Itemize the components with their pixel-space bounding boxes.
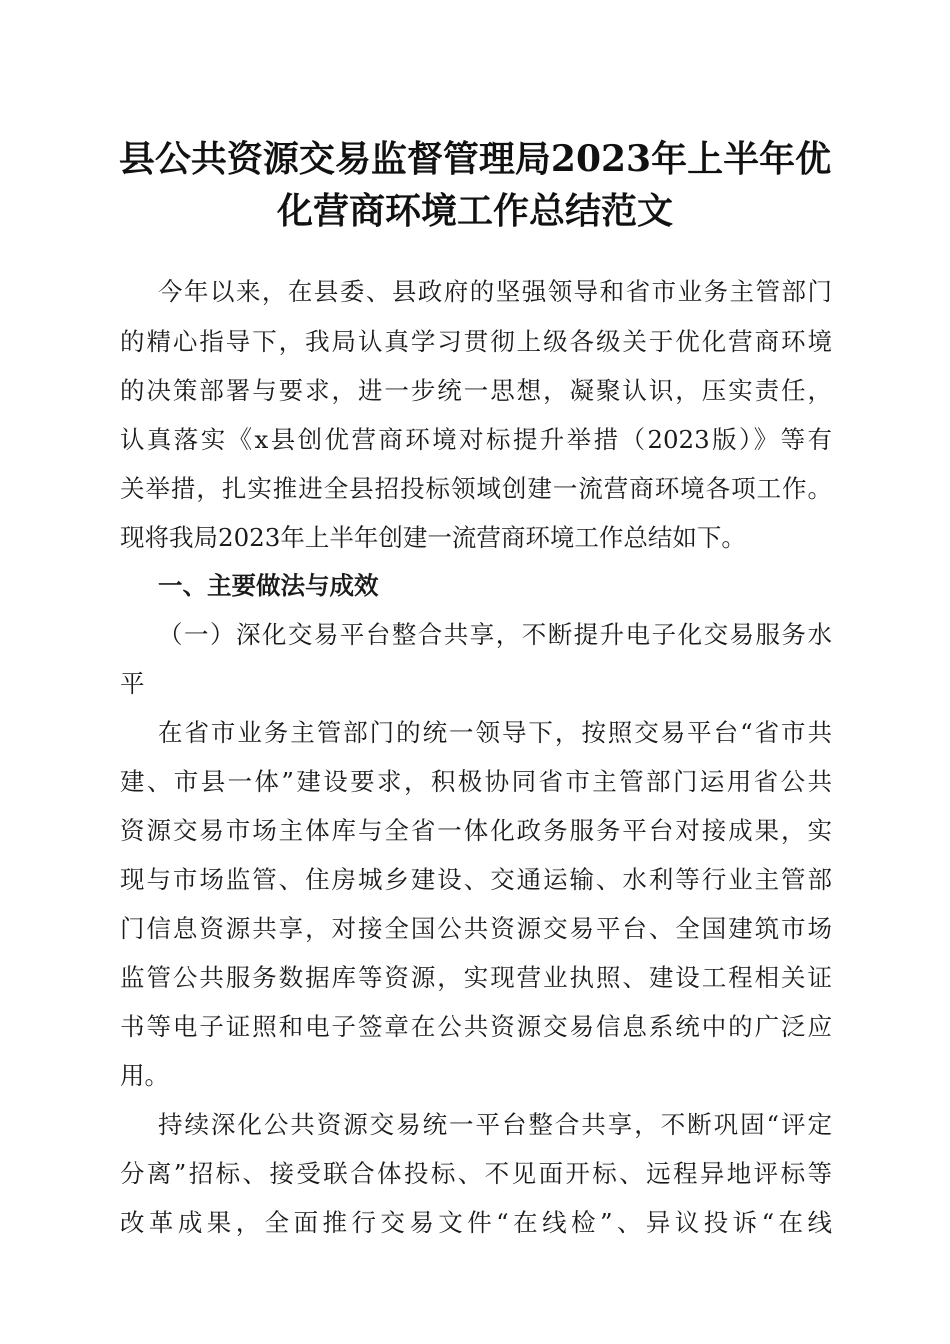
paragraph-2-line-4: 现与市场监管、住房城乡建设、交通运输、水利等行业主管部 (120, 865, 832, 894)
paragraph-2-line-8: 用。 (120, 1061, 169, 1090)
paragraph-2-line-5: 门信息资源共享，对接全国公共资源交易平台、全国建筑市场 (120, 914, 832, 943)
paragraph-2-line-1: 在省市业务主管部门的统一领导下，按照交易平台“省市共 (158, 718, 832, 747)
paragraph-2-line-6: 监管公共服务数据库等资源，实现营业执照、建设工程相关证 (120, 963, 832, 992)
subheading-1-line-1: （一）深化交易平台整合共享，不断提升电子化交易服务水 (158, 620, 832, 649)
paragraph-1-line-6: 现将我局2023年上半年创建一流营商环境工作总结如下。 (120, 523, 746, 552)
paragraph-3-line-1: 持续深化公共资源交易统一平台整合共享，不断巩固“评定 (158, 1110, 832, 1139)
section-heading-1: 一、主要做法与成效 (158, 571, 379, 600)
paragraph-3-line-3: 改革成果，全面推行交易文件“在线检”、异议投诉“在线 (120, 1208, 832, 1237)
paragraph-2-line-2: 建、市县一体”建设要求，积极协同省市主管部门运用省公共 (120, 767, 832, 796)
paragraph-1-line-3: 的决策部署与要求，进一步统一思想，凝聚认识，压实责任， (120, 376, 832, 405)
subheading-1-line-2: 平 (120, 669, 145, 698)
document-title-line-2: 化营商环境工作总结范文 (276, 190, 673, 232)
paragraph-3-line-2: 分离”招标、接受联合体投标、不见面开标、远程异地评标等 (120, 1159, 832, 1188)
paragraph-1-line-1: 今年以来，在县委、县政府的坚强领导和省市业务主管部门 (158, 277, 832, 306)
paragraph-2-line-7: 书等电子证照和电子签章在公共资源交易信息系统中的广泛应 (120, 1012, 832, 1041)
document-title-line-1: 县公共资源交易监督管理局2023年上半年优 (118, 138, 832, 180)
paragraph-1-line-4: 认真落实《x县创优营商环境对标提升举措（2023版）》等有 (120, 425, 832, 454)
paragraph-2-line-3: 资源交易市场主体库与全省一体化政务服务平台对接成果，实 (120, 816, 832, 845)
paragraph-1-line-5: 关举措，扎实推进全县招投标领域创建一流营商环境各项工作。 (120, 474, 832, 503)
paragraph-1-line-2: 的精心指导下，我局认真学习贯彻上级各级关于优化营商环境 (120, 327, 832, 356)
